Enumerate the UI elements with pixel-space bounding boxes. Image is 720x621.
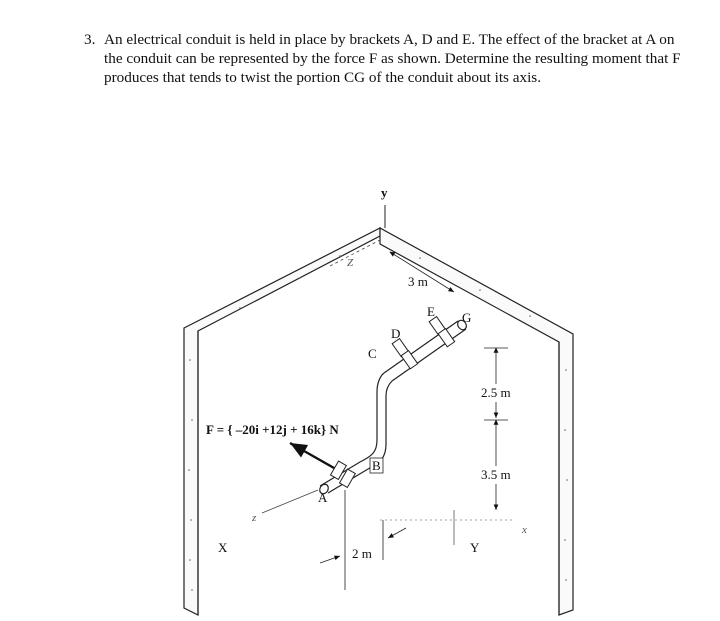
z-axis-lower-line bbox=[262, 490, 318, 513]
label-C: C bbox=[368, 346, 377, 361]
label-D: D bbox=[391, 326, 401, 341]
problem-text: An electrical conduit is held in place by brackets A, D and E. The effect of the bracket at A on the conduit can be represented by the force F as shown. Determine the resulting moment that F produces that tends to twist the portion CG of the conduit about its axis. bbox=[104, 31, 681, 86]
axis-x-left-label: X bbox=[218, 540, 228, 555]
label-G: G bbox=[462, 310, 472, 325]
dim-vertical bbox=[484, 348, 508, 510]
label-E: E bbox=[427, 304, 435, 319]
axis-z-left-label: z bbox=[252, 512, 257, 524]
force-label: F = { –20i +12j + 16k} N bbox=[206, 422, 339, 437]
axis-y-label: y bbox=[381, 185, 388, 200]
label-A: A bbox=[318, 490, 328, 505]
force-arrow bbox=[290, 443, 334, 468]
dim-2m-right bbox=[388, 528, 406, 538]
label-B: B bbox=[372, 458, 381, 473]
axis-y-bottom-label: Y bbox=[470, 540, 480, 555]
axis-z-top-label: Z bbox=[347, 257, 354, 269]
bracket-A bbox=[331, 461, 356, 487]
dim-2m-label: 2 m bbox=[352, 546, 372, 561]
dim-2m-left bbox=[320, 556, 340, 563]
problem-number: 3. bbox=[84, 31, 96, 48]
dim-3m-label: 3 m bbox=[408, 274, 428, 289]
dim-3-5m-label: 3.5 m bbox=[481, 467, 511, 482]
bracket-E bbox=[429, 317, 455, 347]
axis-x-right-label: x bbox=[522, 524, 527, 536]
dim-2-5m-label: 2.5 m bbox=[481, 385, 511, 400]
